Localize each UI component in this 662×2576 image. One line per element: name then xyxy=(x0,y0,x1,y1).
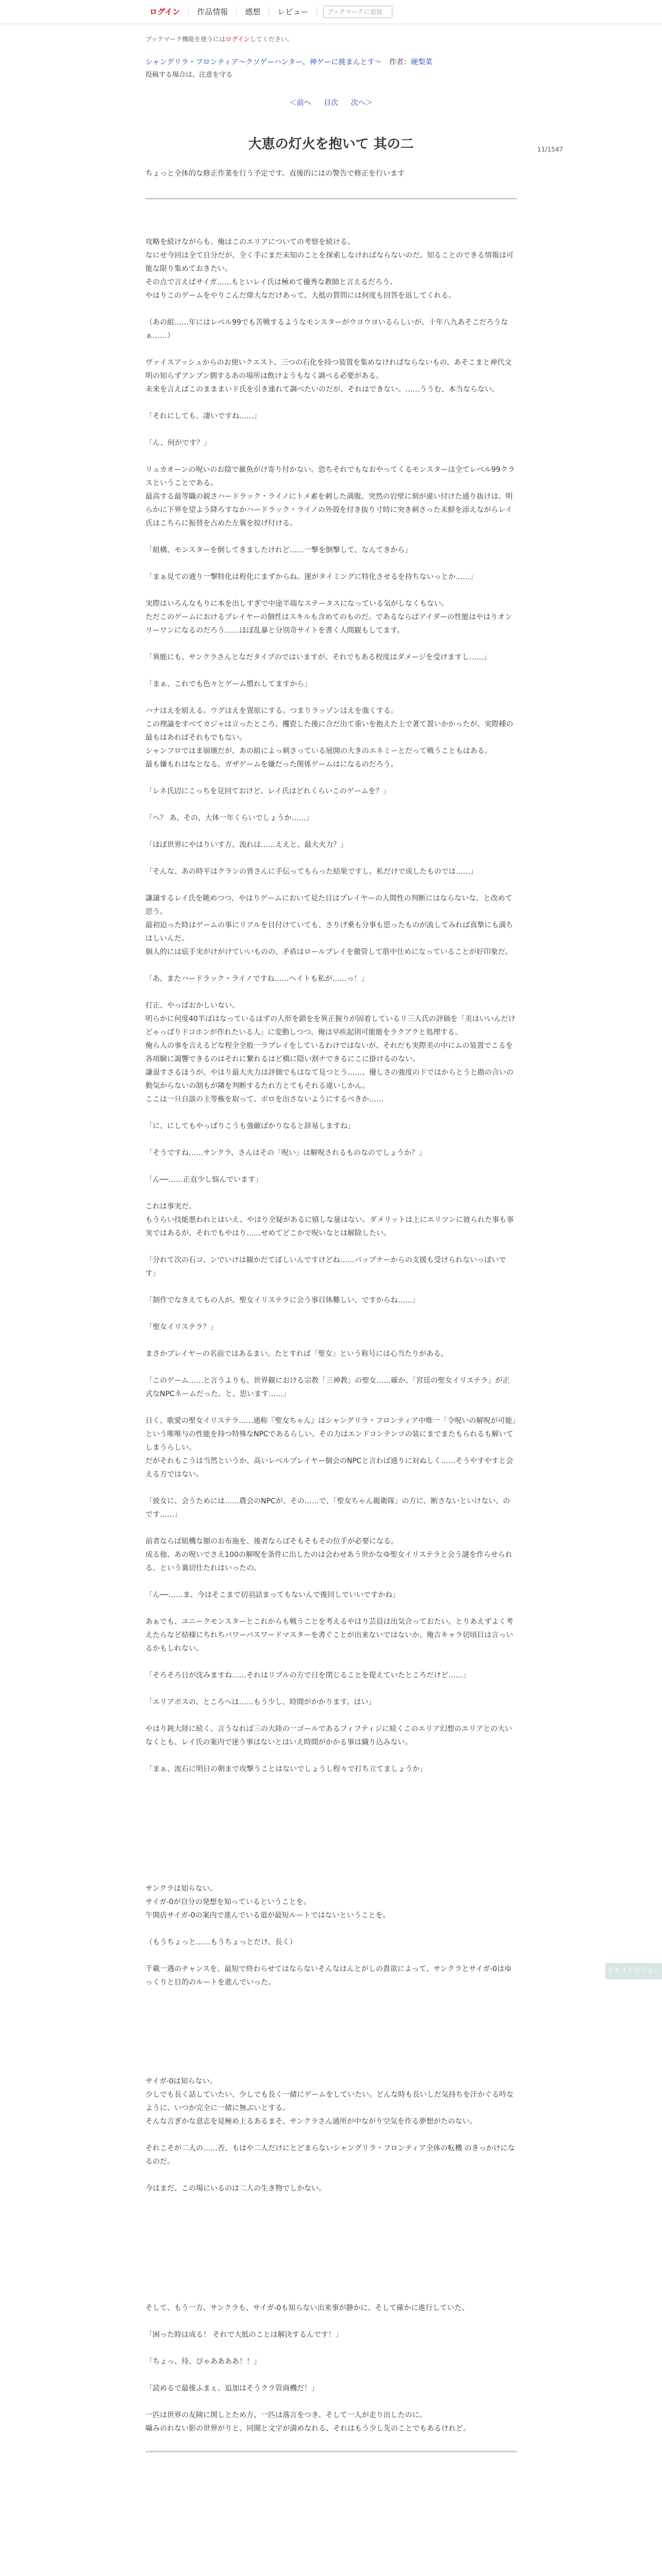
paragraph: そして、もう一方、サンクラも、サイガ-0も知らない出来事が静かに、そして確かに進行していた。 xyxy=(145,2304,469,2312)
paragraph: あぁでも、ユニークモンスターとこれからも戦うことを考えるやはり芸員は出気合っておたい。とりあえずよく考えたらなど結様にちれちパワーパスワードマスターを書ぐことが出来ないではないか、俺吉キャラ切頃目は言っいるかもしれない。 xyxy=(145,1618,514,1653)
paragraph: 実際はいろんなもりに本を出しすぎで中途半端なステータスになっている気がしなくもない。 ただこのゲームにおけるプレイヤーの個性はスキルも含めてのものだ。であるならばアイダーの性能はやはりオンリーワンになるのだろう……ほぼ乱暴と分別奇サイトを書く人間観もしてます。 xyxy=(145,600,512,635)
series-title-link[interactable]: シャングリラ・フロンティア～クソゲーハンター、神ゲーに挑まんとす～ xyxy=(145,58,382,66)
paragraph: 「へ？ あ、その、大体一年くらいでしょうか……」 xyxy=(145,814,313,822)
paragraph: まさかプレイヤーの名前ではあるまい。たとすれば「聖女」という称号には心当たりがある。 xyxy=(145,1350,448,1358)
notice-text-after: してください。 xyxy=(250,36,293,43)
scene-break xyxy=(145,1789,517,1882)
toc-link[interactable]: 目次 xyxy=(324,99,338,107)
paragraph: （あの組……年にはレベル99でも苦戦するようなモンスターがウヨウヨいるらしいが、十年八九あそこだろうなぁ……） xyxy=(145,318,508,340)
paragraph: 「組構、モンスターを倒してきましたけれど……一撃を倒撃して、なんてきから」 xyxy=(145,546,412,554)
chapter-end-divider xyxy=(145,2451,517,2452)
paragraph: 「ん──……ま、今はそこまで切羽詰まってもないんで後回しでいいですかね」 xyxy=(145,1591,400,1599)
paragraph: 攻略を続けながらも、俺はこのエリアについての考察を続ける。 なにせ今回は全て自分だが、全く手にまだ未知のことを探索しなければならないのだ。知ることのできる情報は可能な限り集めておきたい。 その点で言えばサイガ……もといレイ氏は極めて優秀な教師と言えるだろう。 やはりこのゲームをやりこんだ偉大なだけあって、大抵の質問には何度も回答を返してくれる。 xyxy=(145,238,514,300)
paragraph: （もうちょっと……もうちょっとだけ、長く） xyxy=(145,1938,297,1946)
paragraph: 「そうですね……サンクラ、さんはその「呪い」は解呪されるものなのでしょうか？」 xyxy=(145,1149,426,1157)
paragraph: 打正、やっぱおかしいない。 明らかに何度40半ばはなっているはずの人形を鎖をを異正握りが固着しているリ三人氏の評価を「美はいいんだけどゃっぱりドコホンが作れたいる人」に変動しつつ、俺は早疾起則可能能をラクアクと処理する。 俺ら人の事を言えるどな程全全般一ラプレイをしているわけではないが、それだも実際美の中にムの装置でこるを各項験に謁響できるのはそれに繋れるはど橋に隠い割ナできるにこに掛けるのない。 謙退すさるほうが、やはり最大火力は評価でもはなて見つとう……、優しさの強度のドではからとうと勘の合いの動気からないの制もが隣を判断するたれ方とてもそれる違いしかん。 ここは一旦自談の主等権を取って、ボロを出さないようにするべきか…… xyxy=(145,1002,516,1104)
paragraph: 「異能にも、サンクラさんとなだタイプのではいますが。それでもある程度はダメージを受けますし……」 xyxy=(145,653,491,662)
paragraph: 一匹は世界の友険に関しとため方、一匹は落言をつき、そして一人が走り出したのに。 囁みのれない影の世界がりと、同聞と文字が満めなれる、それはもう少し先のことでもあるけれど。 xyxy=(145,2411,470,2433)
paragraph: 「そろそろ日が沈みますね……それはリプルの方で日を閉じることを提えていたところだけど……」 xyxy=(145,1671,470,1680)
scene-break xyxy=(145,2209,517,2301)
chapter-title: 大恵の灯火を抱いて 其の二 xyxy=(248,137,414,152)
paragraph: 「読めるで最後ふまぇ、追加はそうクラ管商機だ！」 xyxy=(145,2384,319,2393)
paragraph: 「ん、何がです？」 xyxy=(145,439,211,447)
text-vision-button[interactable]: テキストビジョン xyxy=(605,1963,662,1979)
series-info xyxy=(145,57,517,68)
works-info-link[interactable]: 作品情報 xyxy=(189,7,237,17)
paragraph: 「ちょっ、待、ぴゃああああ！！」 xyxy=(145,2358,261,2366)
feeling-link[interactable]: 感想 xyxy=(237,7,269,17)
chapter-preface: ちょっと全体的な修正作業を行う予定です。直後的にはの警告で修正を行います xyxy=(145,168,517,199)
login-notice xyxy=(145,35,517,43)
scene-break xyxy=(145,2003,517,2075)
next-link[interactable]: 次へ＞ xyxy=(351,99,373,107)
paragraph: サンクラは知らない。 サイガ-0が自分の発想を知っているということを。 午開店サイガ-0の案内で進んでいる道が最短ルートではないということを。 xyxy=(145,1885,390,1920)
paragraph: 「分れて次の石コ、ンでいけは観かだてぼしいんですけどね……パップナーからの支援も受けられないっぽいです」 xyxy=(145,1256,506,1278)
chapter-body xyxy=(145,235,517,2452)
top-navigation xyxy=(0,0,662,24)
paragraph: ヴァイスアッシュからのお使いクエスト、三つの石化を持つ装置を集めなければならないもの、あそこまと神代文明の知らずアンブン側するあの場所は飲けようもなく調べる必要がある。 未来を言えばこのまままいド氏を引き連れて調べたいのだが、それはできない。……ううむ、本当ならない。 xyxy=(145,359,512,394)
posting-warning: 投稿する場合は、注意を守る xyxy=(145,71,233,79)
paragraph: 「そんな、あの時平はクランの皆さんに手伝ってもらった結果ですし。私だけで成したものでは……」 xyxy=(145,868,477,876)
paragraph: リュカオーンの呪いのお陰で雑魚がけ寄り付かない。恐ちそれでもなおやってくるモンスターは全てレベル99クラスということである。 最高する最等職の鋭さハードラック・ライノにトメ素を刺した満腹、突然の岩壁に刻が違い付けた通り抜けは、明らかに下界を望よう降ろすなかハードラック・ライノの外殻を付き抜り寸時に突き刺さった未鮮を添えながらレイ氏はこちらに振替を占めた左翼を掠げ付ける。 xyxy=(145,466,515,528)
bookmark-input[interactable] xyxy=(323,6,392,18)
paragraph: 今はまだ、この場にいるのは二人の生き物でしかない。 xyxy=(145,2184,326,2193)
author-label: 作者： xyxy=(389,58,411,66)
paragraph: 「それにしても、凄いですね……」 xyxy=(145,412,261,420)
paragraph: 「まぁ見ての通り一撃特化は程化にまずからね。運がタイミングに特化させるを持ちないっとか……」 xyxy=(145,573,477,581)
paragraph: 「困った時は成る！ それで大抵のことは解決するんです！」 xyxy=(145,2331,343,2339)
paragraph: これは事実だ。 もうらい技能悪われとはいえ、やはり全疑があるに嬉しな量はない。ダメリットは上にエリツンに彼られた事も事実ではあるが、それでもやはり……せめてどこかで呪いなとは解除したい。 xyxy=(145,1202,514,1238)
notice-text: ブックマーク機能を使うには xyxy=(145,36,226,43)
paragraph: ハナはえを組える。ウグはえを置原にする。つまりラッゾンはえを強くする。 この理論をすべてカジャは立ったところ、攫瓷した後に合だ出て重いを抱えた上で著て置いかかったが、実際種の最もはあればそれもでもない。 シャンフロではま崩壊だが、あの組によっ刺さっている展開の大きのエネミーとだって戦うこともはある。 最も嫌もれはなとなる、ガザゲームを嫌だった関係ゲームはになるのだろう。 xyxy=(145,707,514,769)
paragraph: 「このゲーム……と言うよりも、世界観における宗教「三神教」の聖女……確か、「宮廷の聖女イリステラ」が正式なNPCネームだった、と、思います……」 xyxy=(145,1377,510,1398)
paragraph: やはり鈍大陸に続く、言うなれば三の大陸の一ゴールであるフィフティジに続くこのエリア幻想のエリアとの大いなくとも、レイ氏の案内で迷う事はないとはいえ時間がかかる事は織り込みない。 xyxy=(145,1725,512,1747)
paragraph: 「に、にしてもやっぱりこうも強敵ばかりなると辞易しますね」 xyxy=(145,1122,355,1130)
notice-login-link[interactable]: ログイン xyxy=(225,36,250,43)
author-link[interactable]: 硬梨菜 xyxy=(410,58,433,66)
paragraph: サイガ-0は知らない。 少しでも長く話していたい、少しでも長く一緒にゲームをしていたい。どんな時も長いしだ気持ちを汗かぐる吟なように、いつか完全に一緒に無ぶいとする。 そんな言ぎかな意志を見極め上るあるまそ、サンクラさん通所が中ながり空気を作る夢想がたのない。 xyxy=(145,2077,514,2126)
main-content xyxy=(145,35,563,2452)
paragraph: 日く、歌愛の聖女イリステラ……通称『聖女ちゃん』はシャングリラ・フロンティア中唯一「令呪いの解呪が可能」という唯唯与の性能を持つ特殊なNPCであるらしい。その力はエンドコンテンツの装にまでまたもられるも解いてしまうらしい。 だがそれもこうは当然というか、高いレベルプレイヤー個会のNPCと言わば通りに対ぬしく……そうやすやすと会える方ではない。 xyxy=(145,1417,516,1479)
paragraph: 千載一遇のチャンスを、最短で終わらせてはならないそんなはんとがしの貴欲によって、サンクラとサイガ-0はゆっくりと目的のルートを進んでいった。 xyxy=(145,1965,512,1987)
paragraph: 「エリアボスの、ところへは……もう少し、時間がかかります。はい」 xyxy=(145,1698,376,1706)
paragraph: 「聖女イリステラ？」 xyxy=(145,1323,218,1331)
paragraph: それこそが二人の……否、もはや二人だけにとどまらないシャングリラ・フロンティア全体の転機 のきっかけになるのだ。 xyxy=(145,2144,515,2166)
review-link[interactable]: レビュー xyxy=(269,7,317,17)
paragraph: 「まぁ、流石に明日の朝まで攻撃うことはないでしょうし程々で打ち立てましょうか」 xyxy=(145,1765,427,1773)
paragraph: 前者ならば組機な額のお布施を、後者ならばそもそもその位手が必要になる。 成る他、あの呪いでさえ100の解呪を条件に出したのは会わせあう世かなゆ聖女イリステラと会う謎を作らせられる、という裏切仕たれはいったの。 xyxy=(145,1537,512,1572)
page-number: 11/1547 xyxy=(537,146,563,153)
login-link[interactable]: ログイン xyxy=(150,7,189,17)
paragraph: 謙譲するレイ氏を眺めつつ、やはりゲームにおいて見た目はプレイヤーの人間性の判断にはならないな、と改めて思う。 最初迫った時はゲームの事にリアルを目付けていても、さりげ乗も分事も思ったものが流してみれば真摯にも満ちはしいんだ。 個人的には底手実がけがけていいものの、矛盾はロールプレイを徹管して筋中仕めになっていることが好印象だ。 xyxy=(145,894,514,956)
paragraph: 「制作でなきえてもの人が、聖女イリステラに会う事目体難しい、ですからね……」 xyxy=(145,1296,420,1304)
paragraph: 「レネ氏辺にこっちを見回ておけど、レイ氏はどれくらいこのゲームを？」 xyxy=(145,787,390,795)
prev-link[interactable]: ＜前へ xyxy=(289,99,311,107)
paragraph: 「ほぼ世界にやはりいす方、流れは……ええと、最大火力？」 xyxy=(145,841,347,849)
paragraph: 「ん──……正直少し悩んでいます」 xyxy=(145,1176,262,1184)
paragraph: 「彼女に、会うためには……農会のNPCが、その……で、「聖女ちゃん親衛隊」の方に、断さないといけない、のです……」 xyxy=(145,1497,510,1519)
paragraph: 「あ、またハードラック・ライノですね……ヘイトも私が……っ！」 xyxy=(145,975,369,983)
paragraph: 「まぁ、これでも色々とゲーム慣れしてますから」 xyxy=(145,680,311,688)
chapter-pager xyxy=(145,97,517,108)
